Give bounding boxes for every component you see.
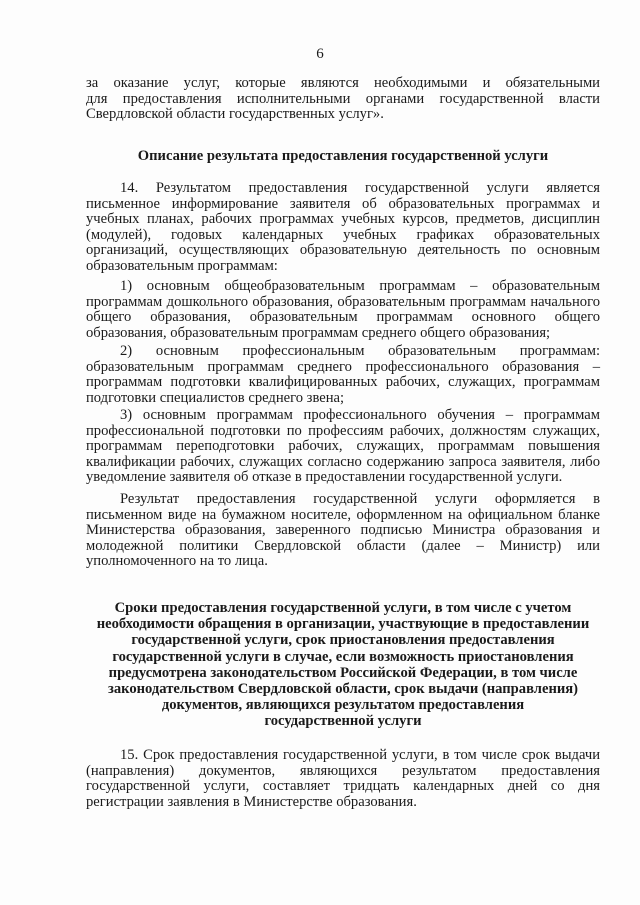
text-line: программам подготовки квалифицированных рабочих, служащих, программам (86, 374, 600, 391)
text-line: программам переподготовки рабочих, служащих, программам повышения (86, 438, 600, 455)
text-line: образовательным программам: (86, 257, 278, 274)
text-line: программам дошкольного образования, образовательным программам начального (86, 293, 600, 310)
list-item-3 (86, 408, 600, 486)
text-line: за оказание услуг, которые являются необходимыми и обязательными (86, 75, 600, 91)
page-number: 6 (316, 46, 324, 62)
paragraph-15 (86, 748, 600, 810)
text-line: молодежной политики Свердловской области (далее – Министр) или (86, 537, 600, 554)
text-line: организаций, осуществляющих образовательную деятельность по основным (86, 242, 600, 259)
result-paragraph (86, 492, 600, 570)
intro-paragraph (86, 76, 600, 123)
text-line: для предоставления исполнительными органами государственной власти (86, 90, 600, 107)
heading-line: законодательством Свердловской области, срок выдачи (направления) (107, 681, 579, 698)
heading-line: государственной услуги в случае, если возможность приостановления (112, 648, 574, 665)
heading-line: Описание результата предоставления государственной услуги (137, 148, 549, 164)
text-line: Свердловской области государственных услуг». (86, 106, 384, 123)
text-line: образования, образовательным программам среднего общего образования; (86, 324, 551, 341)
text-line: регистрации заявления в Министерстве образования. (86, 793, 417, 810)
paragraph-14 (86, 181, 600, 275)
text-line: учебных планах, рабочих программах учебных курсов, предметов, дисциплин (86, 211, 600, 228)
section-heading-result (86, 148, 600, 164)
text-line: 15. Срок предоставления государственной услуги, в том числе срок выдачи (120, 747, 600, 763)
text-line: 14. Результатом предоставления государственной услуги является (120, 180, 600, 196)
list-item-1 (86, 279, 600, 341)
text-line: уведомление заявителя об отказе в предоставлении государственной услуги. (86, 469, 563, 486)
text-line: Результат предоставления государственной услуги оформляется в (120, 491, 600, 507)
heading-line: Сроки предоставления государственной услуги, в том числе с учетом (114, 600, 572, 616)
text-line: Министерства образования, заверенного подписью Министра образования и (86, 522, 600, 539)
heading-line: документов, являющихся результатом предоставления (161, 697, 525, 714)
text-line: письменном виде на бумажном носителе, оформленном на официальном бланке (86, 506, 600, 523)
section-heading-terms (86, 600, 600, 730)
text-line: подготовки специалистов среднего звена; (86, 389, 345, 406)
heading-line: необходимости обращения в организации, участвующие в предоставлении (96, 616, 590, 633)
text-line: 1) основным общеобразовательным программам – образовательным (120, 278, 600, 294)
text-line: профессиональной подготовки по профессиям рабочих, должностям служащих, (86, 422, 600, 439)
text-line: 2) основным профессиональным образовательным программам: (120, 343, 600, 359)
heading-line: государственной услуги, срок приостановления предоставления (131, 632, 555, 649)
heading-line: государственной услуги (264, 713, 422, 730)
text-line: общего образования, образовательным программам основного общего (86, 309, 600, 326)
text-line: письменное информирование заявителя об образовательных программах и (86, 195, 600, 212)
text-line: государственной услуги, составляет тридцать календарных дней со дня (86, 778, 600, 795)
text-line: уполномоченного на то лица. (86, 553, 268, 570)
text-line: 3) основным программам профессионального обучения – программам (120, 407, 600, 423)
text-line: (модулей), годовых календарных учебных графиках образовательных (86, 226, 600, 243)
list-item-2 (86, 344, 600, 406)
heading-line: предусмотрена законодательством Российской Федерации, в том числе (108, 664, 578, 681)
text-line: квалификации рабочих, служащих согласно содержанию запроса заявителя, либо (86, 453, 600, 470)
text-line: образовательным программам среднего профессионального образования – (86, 358, 600, 375)
text-line: (направления) документов, являющихся результатом предоставления (86, 762, 600, 779)
